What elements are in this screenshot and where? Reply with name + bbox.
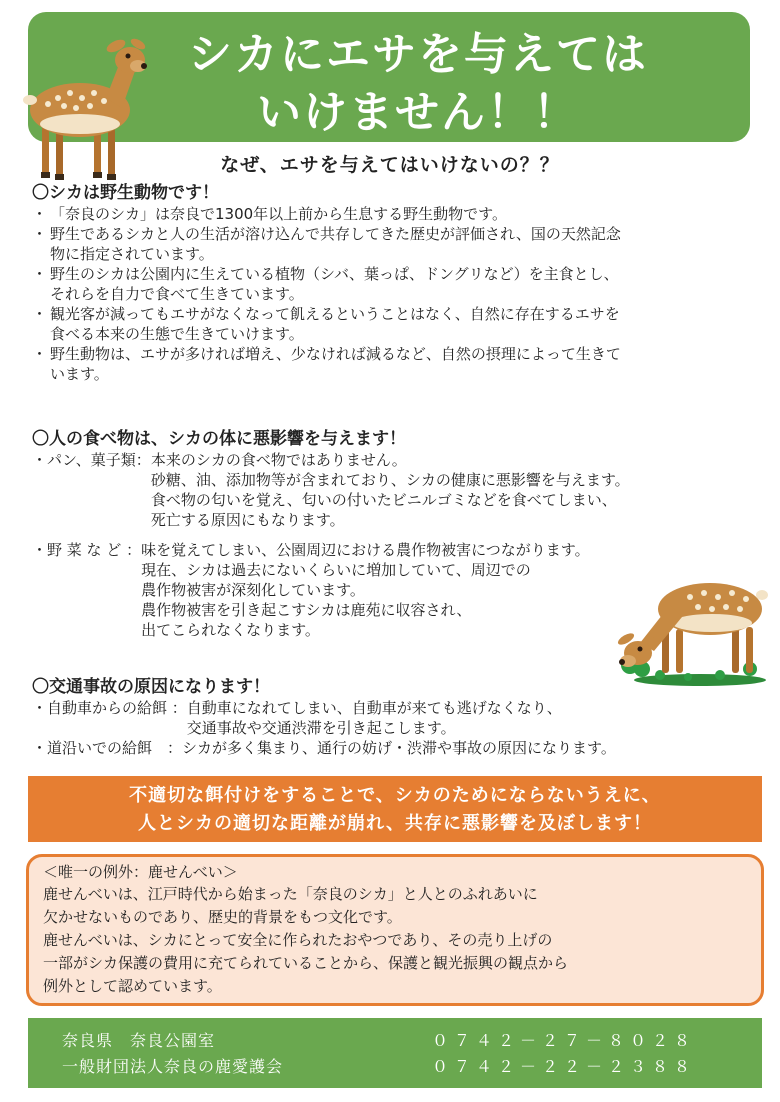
title-line-2: いけません！！ (257, 87, 579, 138)
contact-row (28, 1028, 762, 1054)
veg-line: 味を覚えてしまい、公園周辺における農作物被害につながります。 (141, 541, 590, 559)
exception-box (26, 854, 764, 1006)
list-item (32, 264, 772, 304)
veg-line: 農作物被害を引き起こすシカは鹿苑に収容され、 (141, 601, 472, 619)
list-item (32, 344, 772, 384)
section-traffic-accident (32, 676, 772, 758)
exception-line: 鹿せんべいは、シカにとって安全に作られたおやつであり、その売り上げの (43, 931, 553, 949)
road-line: シカが多く集まり、通行の妨げ・渋滞や事故の原因になります。 (182, 739, 616, 757)
list-item-line: ・ 観光客が減ってもエサがなくなって飢えるということはなく、自然に存在するエサを (50, 305, 620, 323)
exception-line: 鹿せんべいは、江戸時代から始まった「奈良のシカ」と人とのふれあいに (43, 885, 538, 903)
section-wild-animal (32, 182, 772, 384)
list-item-line: 物に指定されています。 (50, 245, 214, 263)
bread-line: 死亡する原因にもなります。 (150, 511, 345, 529)
bread-sweets-label: ・パン、菓子類： (32, 451, 151, 469)
contact-row (28, 1054, 762, 1080)
exception-line: 一部がシカ保護の費用に充てられていることから、保護と観光振興の観点から (43, 954, 569, 972)
list-item (32, 304, 772, 344)
bread-line: 本来のシカの食べ物ではありません。 (150, 451, 407, 469)
exception-heading: ＜唯一の例外：鹿せんべい＞ (43, 863, 238, 881)
list-item-line: それらを自力で食べて生きています。 (50, 285, 304, 303)
roadside-feeding-block (32, 738, 772, 758)
warning-line-1: 不適切な餌付けをすることで、シカのためにならないうえに、 (129, 785, 661, 806)
list-item-line: ・ 野生のシカは公園内に生えている植物（シバ、葉っぱ、ドングリなど）を主食とし、 (50, 265, 619, 283)
contact-footer (28, 1018, 762, 1088)
warning-banner (28, 776, 762, 842)
list-item-line: 「奈良のシカ」は奈良で1300年以上前から生息する野生動物です。 (50, 205, 507, 223)
list-item (32, 204, 772, 224)
list-item-line: ・ 野生であるシカと人の生活が溶け込んで共存してきた歴史が評価され、国の天然記念 (50, 225, 621, 243)
list-item-line: ・ 野生動物は、エサが多ければ増え、少なければ減るなど、自然の摂理によって生きて (50, 345, 621, 363)
list-item-line: います。 (50, 365, 109, 383)
contact-phone: ０７４２－２２－２３８８ (432, 1057, 697, 1076)
roadside-feeding-label: ・道沿いでの給餌 ： (32, 739, 183, 757)
page-title (138, 26, 698, 142)
contact-phone: ０７４２－２７－８０２８ (432, 1031, 697, 1050)
title-line-1: シカにエサを与えては (188, 29, 648, 80)
car-feeding-label: ・自動車からの給餌 ： (32, 699, 187, 717)
list-item (32, 224, 772, 264)
warning-line-2: 人とシカの適切な距離が崩れ、共存に悪影響を及ぼします！ (137, 813, 653, 834)
veg-line: 現在、シカは過去にないくらいに増加していて、周辺での (141, 561, 531, 579)
subtitle: なぜ、エサを与えてはいけないの？？ (220, 154, 560, 176)
bread-sweets-block (32, 450, 772, 530)
section-heading: 〇シカは野生動物です！ (32, 183, 219, 203)
car-line: 自動車になれてしまい、自動車が来ても逃げなくなり、 (186, 699, 562, 717)
exception-line: 例外として認めています。 (43, 977, 222, 995)
exception-line: 欠かせないものであり、歴史的背景をもつ文化です。 (43, 908, 402, 926)
veg-line: 出てこられなくなります。 (141, 621, 320, 639)
veg-line: 農作物被害が深刻化しています。 (141, 581, 365, 599)
section-heading: 〇交通事故の原因になります！ (32, 677, 270, 697)
car-feeding-block (32, 698, 772, 738)
bullet-list (32, 204, 772, 384)
deer-grazing-icon (600, 565, 770, 690)
vegetables-label: ・野 菜 な ど ： (32, 541, 142, 559)
contact-org: 奈良県 奈良公園室 (62, 1031, 216, 1050)
section-heading: 〇人の食べ物は、シカの体に悪影響を与えます！ (32, 429, 406, 449)
exception-text (43, 883, 747, 998)
bread-line: 砂糖、油、添加物等が含まれており、シカの健康に悪影響を与えます。 (150, 471, 630, 489)
bread-line: 食べ物の匂いを覚え、匂いの付いたビニルゴミなどを食べてしまい、 (150, 491, 617, 509)
car-line: 交通事故や交通渋滞を引き起こします。 (186, 719, 456, 737)
contact-org: 一般財団法人奈良の鹿愛護会 (62, 1057, 284, 1076)
list-item-line: 食べる本来の生態で生きていけます。 (50, 325, 304, 343)
